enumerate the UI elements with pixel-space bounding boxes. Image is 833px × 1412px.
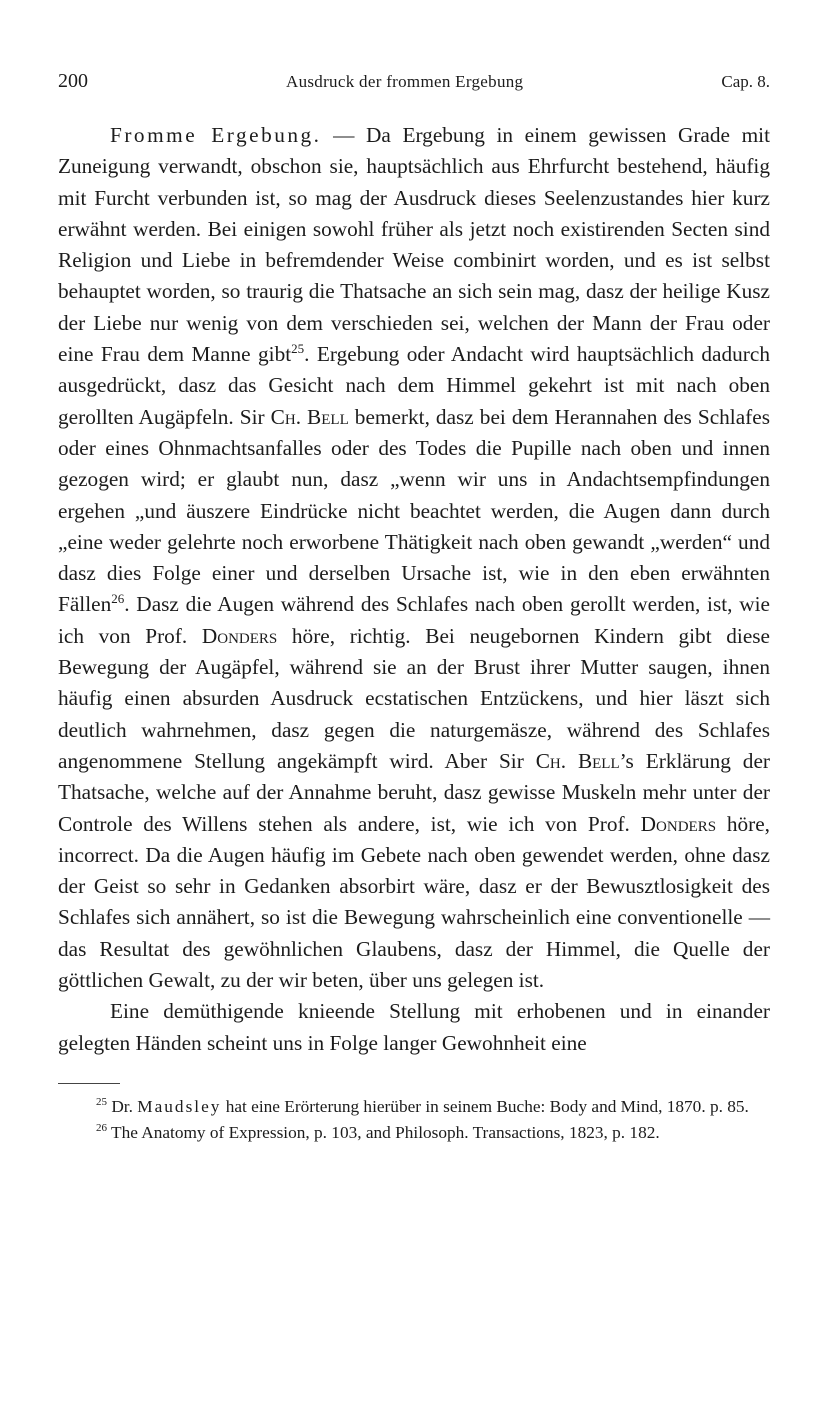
text-run: — Da Ergebung in einem gewissen Grade mit Zuneigung verwandt, obschon sie, hauptsächlich aus Ehrfurcht bestehend, häufig mit Furcht verbunden ist, so mag der Ausdruck dieses Seelenzustandes hier kurz erwähnt werden. Bei einigen sowohl früher als jetzt noch existirenden Secten sind Religion und Liebe in befremdender Weise combinirt worden, und es ist selbst behauptet worden, so traurig die Thatsache an sich sein mag, dasz der heilige Kusz der Liebe nur wenig von dem verschieden sei, welchen der Mann der Frau oder eine Frau dem Manne gibt <box>58 123 770 367</box>
text-run: höre, incorrect. Da die Augen häufig im Gebete nach oben gewendet werden, ohne dasz der Geist so sehr in Gedanken absorbirt wäre, dasz er der Bewusztlosigkeit des Schlafes sich annähert, so ist die Bewegung wahrscheinlich eine conventionelle — das Resultat des gewöhnlichen Glaubens, dasz der Himmel, die Quelle der göttlichen Gewalt, zu der wir beten, über uns gelegen ist. <box>58 811 770 993</box>
footnote-number: 26 <box>96 1122 107 1135</box>
footnote-25 <box>58 1094 770 1120</box>
person-name: Donders <box>201 623 278 648</box>
main-text <box>58 120 770 1059</box>
footnote-divider <box>58 1083 120 1084</box>
text-run: . Dasz die Augen während des Schlafes nach oben gerollt werden, ist, wie ich von Prof. <box>58 592 770 648</box>
footnotes <box>58 1094 770 1146</box>
author-name: Maudsley <box>137 1096 222 1116</box>
text-run: ’s Erklärung der Thatsache, welche auf der Annahme beruht, dasz gewisse Muskeln mehr unter der Controle des Willens stehen als andere, ist, wie ich von Prof. <box>58 748 770 836</box>
text-run: hat eine Erörterung hierüber in seinem Buche: Body and Mind, 1870. p. 85. <box>221 1096 749 1116</box>
footnote-26 <box>58 1120 770 1146</box>
section-heading: Fromme Ergebung. <box>110 123 322 147</box>
footnote-ref-25[interactable]: 25 <box>291 340 305 356</box>
person-name: Ch. Bell <box>535 748 620 773</box>
text-run: höre, richtig. Bei neugebornen Kindern gibt diese Bewegung der Augäpfel, während sie an der Brust ihrer Mutter saugen, ihnen häufig einen absurden Ausdruck ecstatischen Entzückens, und hier läszt sich deutlich wahrnehmen, dasz gegen die naturgemäsze, während des Schlafes angenommene Stellung angekämpft wird. Aber Sir <box>58 623 771 773</box>
person-name: Ch. Bell <box>270 404 349 429</box>
footnote-ref-26[interactable]: 26 <box>111 591 125 607</box>
person-name: Donders <box>640 811 717 836</box>
page-number: 200 <box>58 70 88 92</box>
running-title: Ausdruck der frommen Ergebung <box>286 72 524 91</box>
chapter-label: Cap. 8. <box>721 72 770 91</box>
footnote-number: 25 <box>96 1096 107 1109</box>
text-run: bemerkt, dasz bei dem Herannahen des Schlafes oder eines Ohnmachtsanfalles oder des Todes die Pupille nach oben und innen gezogen wird; er glaubt nun, dasz „wenn wir uns in Andachtsempfindungen ergehen „und äuszere Eindrücke nicht beachtet werden, die Augen dann durch „eine weder gelehrte noch erworbene Thätigkeit nach oben gewandt „werden“ und dasz dies Folge einer und derselben Ursache ist, wie in den eben erwähnten Fällen <box>58 404 770 617</box>
book-page <box>58 70 770 1146</box>
paragraph: Eine demüthigende knieende Stellung mit erhobenen und in einander gelegten Händen scheint uns in Folge langer Gewohnheit eine <box>58 999 770 1055</box>
text-run: Dr. <box>107 1096 138 1116</box>
text-run: The Anatomy of Expression, p. 103, and Philosoph. Transactions, 1823, p. 182. <box>107 1122 660 1142</box>
running-header <box>58 70 770 98</box>
paragraph <box>58 120 770 996</box>
text-run: . Ergebung oder Andacht wird hauptsächlich dadurch ausgedrückt, dasz das Gesicht nach dem Himmel gekehrt ist mit nach oben gerollten Augäpfeln. Sir <box>58 342 770 429</box>
